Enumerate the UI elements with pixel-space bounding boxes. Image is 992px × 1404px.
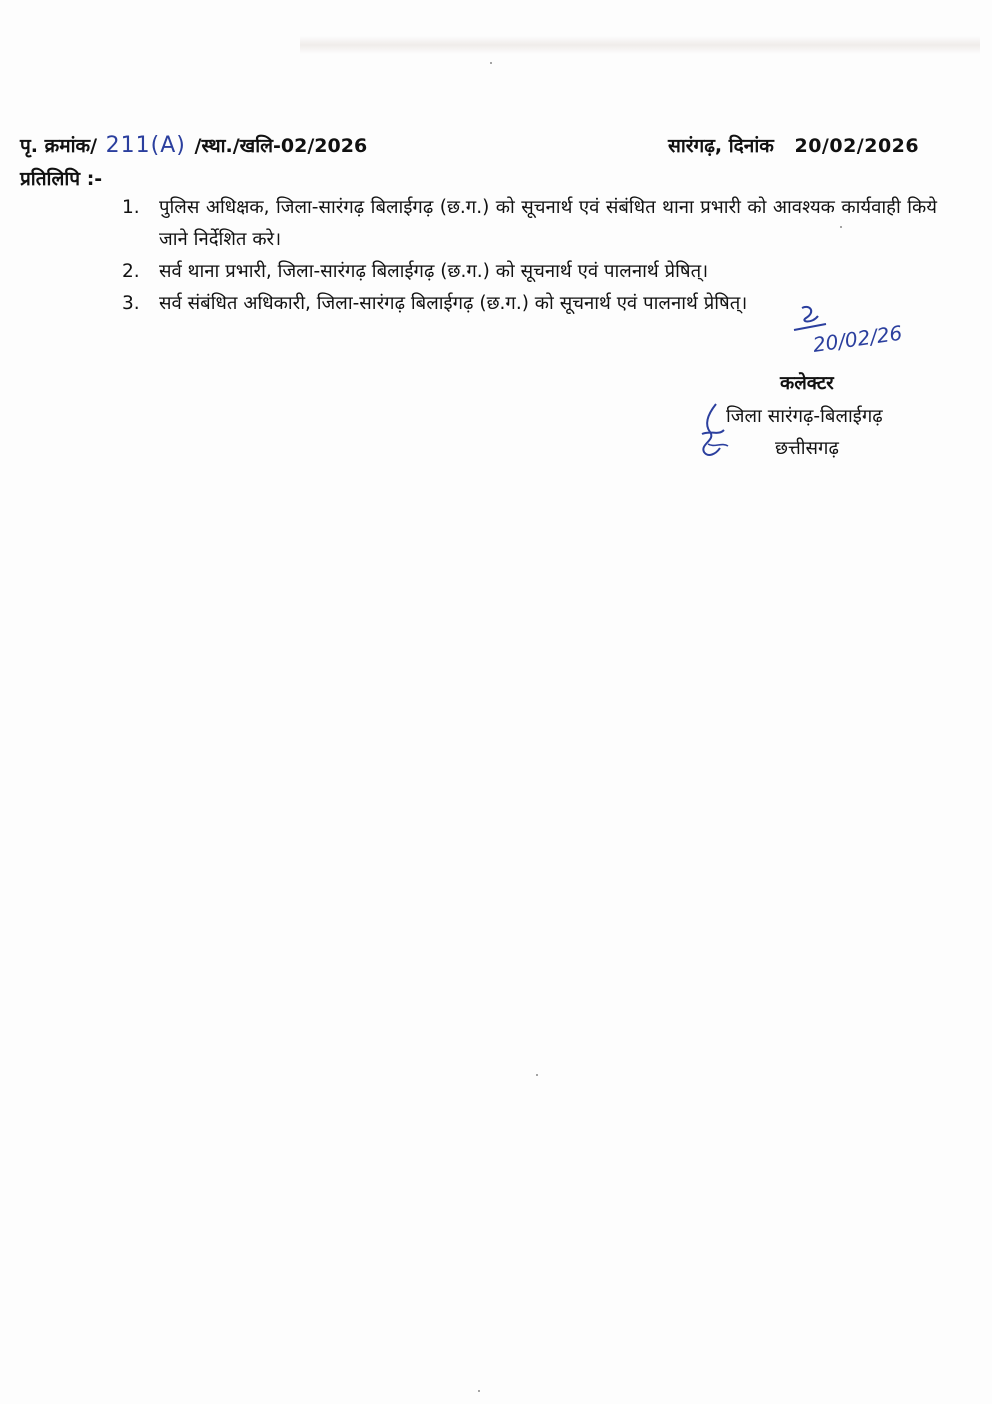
signatory-district: जिला सारंगढ़-बिलाईगढ़ bbox=[726, 406, 883, 427]
scan-speck bbox=[536, 1074, 538, 1076]
signature-date: 20/02/26 bbox=[811, 320, 904, 357]
scan-speck bbox=[478, 1390, 480, 1392]
item-number: 3. bbox=[122, 293, 140, 314]
scan-speck bbox=[840, 226, 842, 228]
item-number: 1. bbox=[122, 197, 140, 218]
item-text: पुलिस अधिक्षक, जिला-सारंगढ़ बिलाईगढ़ (छ.ग.) को सूचनार्थ एवं संबंधित थाना प्रभारी को आवश्यक कार्यवाही किये जाने निर्देशित करे। bbox=[159, 197, 937, 250]
copy-to-label: प्रतिलिपि :- bbox=[20, 168, 103, 190]
handwritten-signature bbox=[780, 302, 940, 372]
scan-shadow bbox=[300, 36, 980, 54]
place-date-label: सारंगढ़, दिनांक bbox=[668, 135, 774, 157]
list-item bbox=[122, 192, 937, 256]
signatory-designation: कलेक्टर bbox=[780, 373, 834, 394]
item-text: सर्व थाना प्रभारी, जिला-सारंगढ़ बिलाईगढ़ (छ.ग.) को सूचनार्थ एवं पालनार्थ प्रेषित्। bbox=[159, 261, 709, 282]
reference-number bbox=[20, 132, 367, 158]
list-item bbox=[122, 256, 937, 288]
recipient-list bbox=[122, 192, 937, 320]
signatory-state: छत्तीसगढ़ bbox=[775, 438, 839, 459]
scan-speck bbox=[490, 62, 492, 64]
place-date bbox=[668, 132, 919, 158]
ref-prefix: पृ. क्रमांक/ bbox=[20, 135, 98, 157]
ref-suffix: /स्था./खलि-02/2026 bbox=[194, 135, 368, 157]
ref-handwritten-number: 211(A) bbox=[105, 133, 186, 158]
date-value: 20/02/2026 bbox=[794, 135, 920, 157]
item-text: सर्व संबंधित अधिकारी, जिला-सारंगढ़ बिलाईगढ़ (छ.ग.) को सूचनार्थ एवं पालनार्थ प्रेषित्। bbox=[159, 293, 748, 314]
item-number: 2. bbox=[122, 261, 140, 282]
